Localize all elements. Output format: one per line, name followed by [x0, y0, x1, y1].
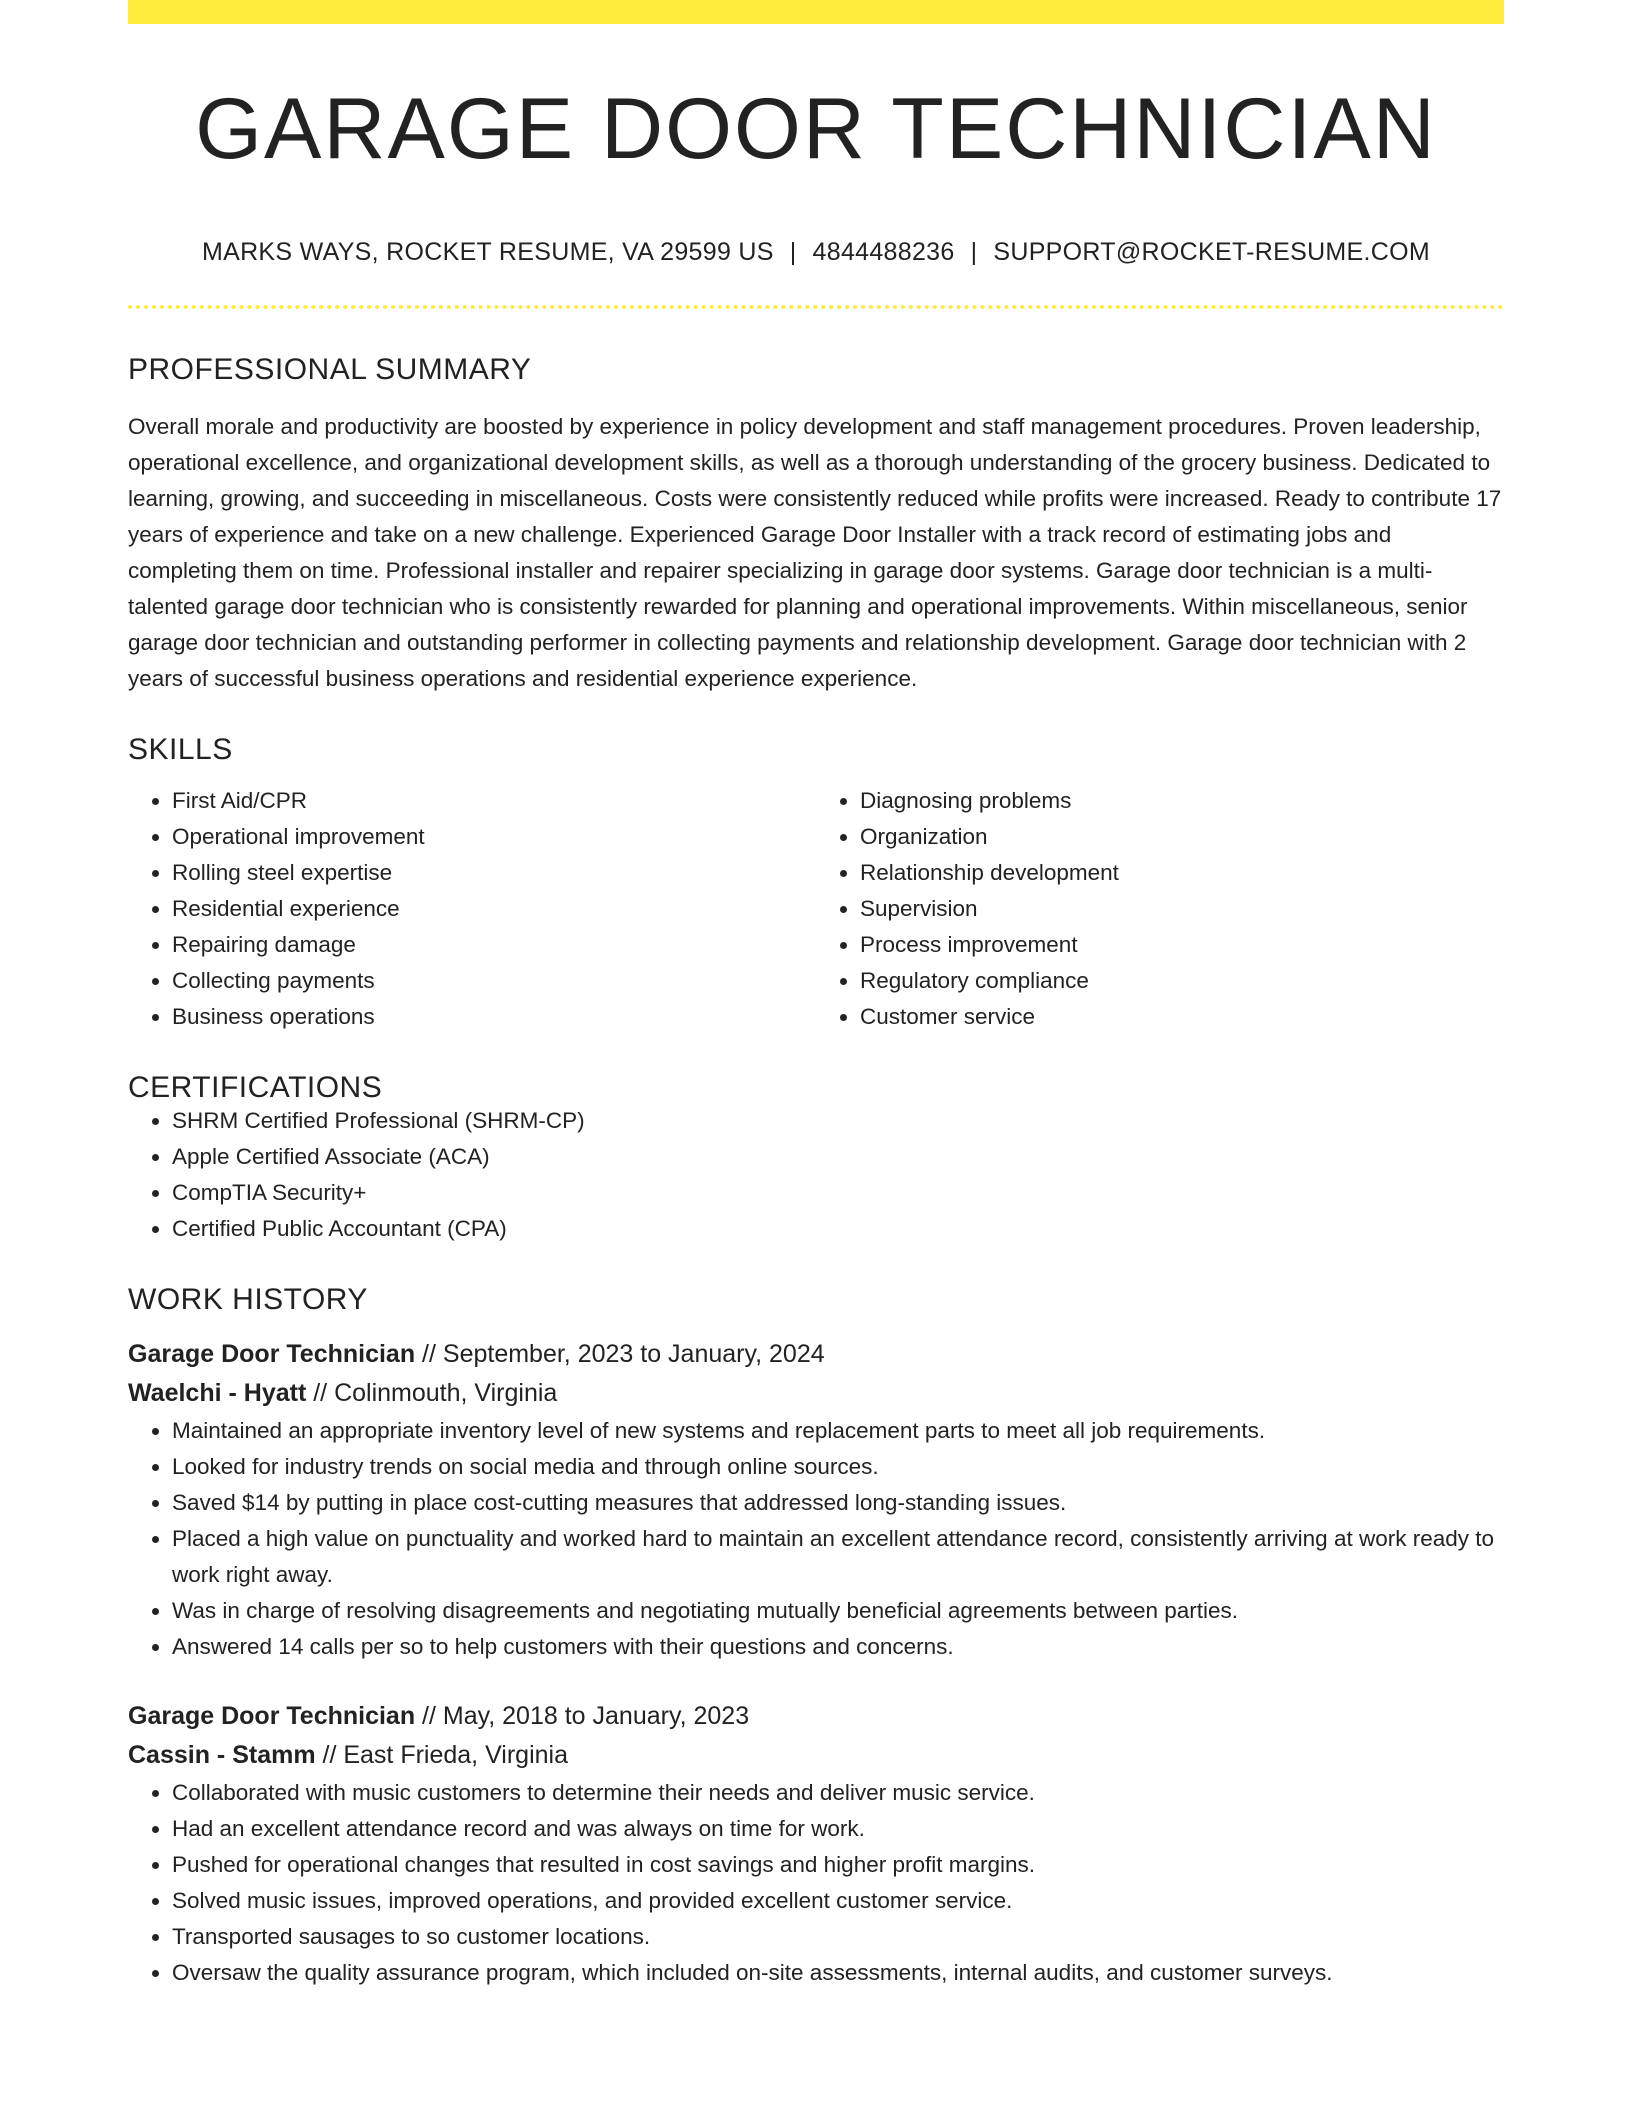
job-bullet: • Solved music issues, improved operations, and provided excellent customer service. [172, 1883, 1504, 1919]
skill-item: • Operational improvement [172, 819, 816, 855]
job-bullet: • Was in charge of resolving disagreements and negotiating mutually beneficial agreements between parties. [172, 1593, 1504, 1629]
job-company-line [128, 1736, 1504, 1775]
job-bullet: • Maintained an appropriate inventory level of new systems and replacement parts to meet all job requirements. [172, 1413, 1504, 1449]
job-bullet: • Had an excellent attendance record and was always on time for work. [172, 1811, 1504, 1847]
job-dates: // September, 2023 to January, 2024 [415, 1340, 825, 1368]
job-location: // Colinmouth, Virginia [306, 1379, 558, 1407]
summary-title: PROFESSIONAL SUMMARY [128, 353, 532, 386]
job-entry [128, 1697, 1504, 1991]
job-role: Garage Door Technician [128, 1340, 416, 1368]
contact-separator: | [789, 238, 797, 266]
job-bullet: • Collaborated with music customers to determine their needs and deliver music service. [172, 1775, 1504, 1811]
skill-item: • Process improvement [860, 927, 1504, 963]
job-company: Cassin - Stamm [128, 1741, 316, 1769]
work-history-section [128, 1285, 1504, 1991]
job-bullet: • Answered 14 calls per so to help customers with their questions and concerns. [172, 1629, 1504, 1665]
job-role-line [128, 1697, 1504, 1736]
job-bullet: • Transported sausages to so customer locations. [172, 1919, 1504, 1955]
work-history-title: WORK HISTORY [128, 1283, 368, 1316]
contact-address: MARKS WAYS, ROCKET RESUME, VA 29599 US [201, 238, 774, 266]
contact-line [128, 238, 1504, 267]
certification-item: • Apple Certified Associate (ACA) [172, 1139, 1504, 1175]
contact-separator: | [970, 238, 978, 266]
job-role: Garage Door Technician [128, 1702, 416, 1730]
skills-title: SKILLS [128, 733, 233, 766]
certification-item: • SHRM Certified Professional (SHRM-CP) [172, 1103, 1504, 1139]
job-dates: // May, 2018 to January, 2023 [415, 1702, 750, 1730]
skills-list-right [816, 783, 1504, 1035]
summary-section [128, 355, 1504, 697]
skills-grid [128, 783, 1504, 1035]
job-entry [128, 1335, 1504, 1665]
certifications-section [128, 1073, 1504, 1247]
skill-item: • First Aid/CPR [172, 783, 816, 819]
skill-item: • Business operations [172, 999, 816, 1035]
certification-item: • Certified Public Accountant (CPA) [172, 1211, 1504, 1247]
certifications-title: CERTIFICATIONS [128, 1071, 383, 1104]
skills-list-left [128, 783, 816, 1035]
skill-item: • Regulatory compliance [860, 963, 1504, 999]
job-bullet: • Pushed for operational changes that resulted in cost savings and higher profit margins. [172, 1847, 1504, 1883]
skill-item: • Customer service [860, 999, 1504, 1035]
job-bullet: • Oversaw the quality assurance program, which included on-site assessments, internal audits, and customer surveys. [172, 1955, 1504, 1991]
skills-section [128, 735, 1504, 1035]
job-company: Waelchi - Hyatt [128, 1379, 307, 1407]
skill-item: • Repairing damage [172, 927, 816, 963]
job-bullet: • Looked for industry trends on social media and through online sources. [172, 1449, 1504, 1485]
skill-item: • Supervision [860, 891, 1504, 927]
job-role-line [128, 1335, 1504, 1374]
job-location: // East Frieda, Virginia [315, 1741, 568, 1769]
job-bullet: • Saved $14 by putting in place cost-cutting measures that addressed long-standing issues. [172, 1485, 1504, 1521]
certification-item: • CompTIA Security+ [172, 1175, 1504, 1211]
job-bullet-list [128, 1413, 1504, 1665]
skill-item: • Organization [860, 819, 1504, 855]
skill-item: • Collecting payments [172, 963, 816, 999]
resume-page [128, 0, 1504, 1991]
contact-email: SUPPORT@ROCKET-RESUME.COM [993, 238, 1431, 266]
job-bullet-list [128, 1775, 1504, 1991]
skill-item: • Diagnosing problems [860, 783, 1504, 819]
accent-top-bar [128, 0, 1504, 24]
job-bullet: • Placed a high value on punctuality and worked hard to maintain an excellent attendance record, consistently arriving at work ready to work right away. [172, 1521, 1504, 1593]
contact-phone: 4844488236 [812, 238, 955, 266]
skill-item: • Rolling steel expertise [172, 855, 816, 891]
header-divider [128, 305, 1504, 309]
skill-item: • Residential experience [172, 891, 816, 927]
certifications-list [128, 1103, 1504, 1247]
resume-name-heading: GARAGE DOOR TECHNICIAN [195, 81, 1437, 177]
skill-item: • Relationship development [860, 855, 1504, 891]
job-company-line [128, 1374, 1504, 1413]
summary-text: Overall morale and productivity are boosted by experience in policy development and staff management procedures. Proven leadership, operational excellence, and organizational development skills, as well as a thorough understanding of the grocery business. Dedicated to learning, growing, and succeeding in miscellaneous. Costs were consistently reduced while profits were increased. Ready to contribute 17 years of experience and take on a new challenge. Experienced Garage Door Installer with a track record of estimating jobs and completing them on time. Professional installer and repairer specializing in garage door systems. Garage door technician is a multi-talented garage door technician who is consistently rewarded for planning and operational improvements. Within miscellaneous, senior garage door technician and outstanding performer in collecting payments and relationship development. Garage door technician with 2 years of successful business operations and residential experience experience. [128, 414, 1502, 691]
